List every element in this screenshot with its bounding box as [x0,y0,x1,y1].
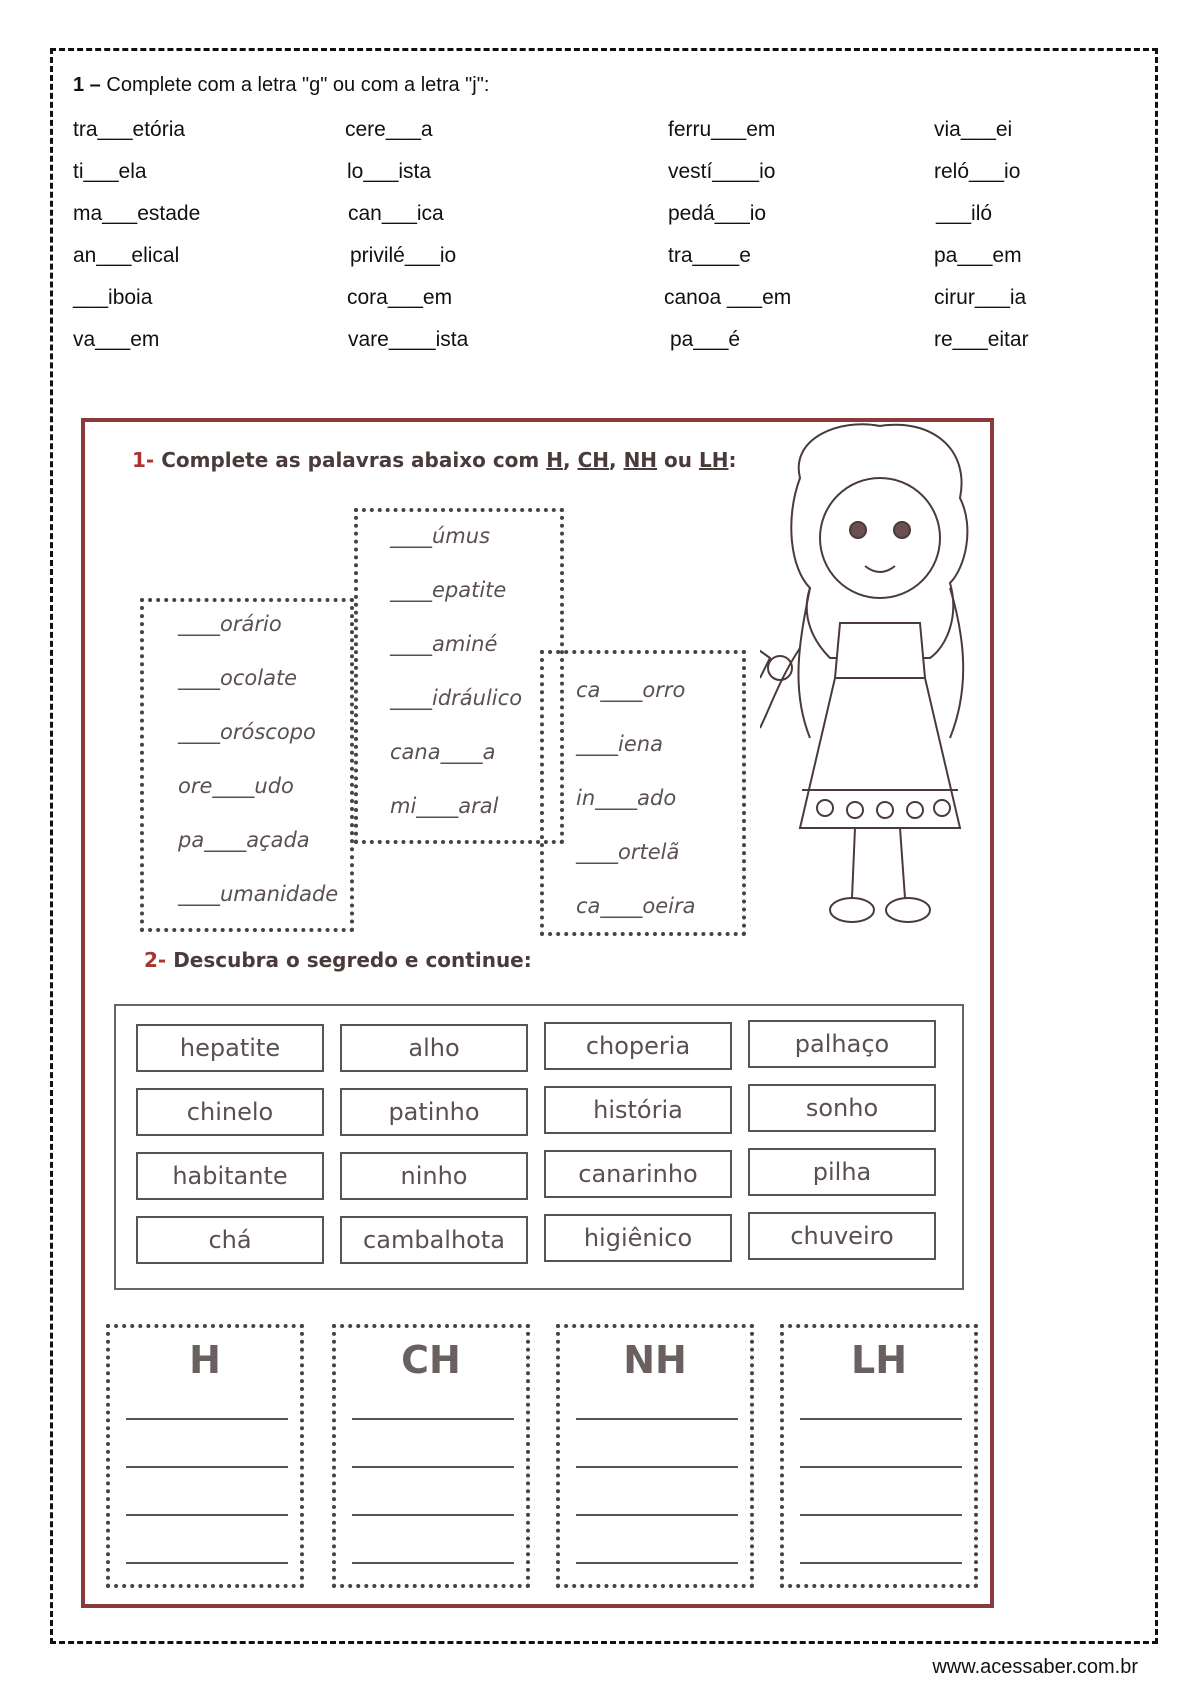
grid-word: patinho [340,1088,528,1136]
grid-word: alho [340,1024,528,1072]
grid-word: ninho [340,1152,528,1200]
gj-word: vestí____io [668,160,776,183]
answer-line[interactable] [576,1418,738,1420]
answer-line[interactable] [800,1418,962,1420]
fill-word: ____orário [178,612,282,636]
answer-line[interactable] [800,1514,962,1516]
answer-line[interactable] [352,1418,514,1420]
gj-word: can___ica [348,202,444,225]
gj-word: via___ei [934,118,1013,141]
question2-title [144,948,532,972]
fill-word: pa____açada [178,828,310,852]
gj-word: lo___ista [347,160,432,183]
option-or: ou [664,448,692,472]
fill-word: ca____oeira [576,894,696,918]
fill-word: ____epatite [390,578,507,602]
gj-word: tra____e [668,244,751,267]
gj-word: ti___ela [73,160,147,183]
answer-line[interactable] [576,1466,738,1468]
fill-word: ____oróscopo [178,720,316,744]
grid-word: cambalhota [340,1216,528,1264]
column-heading: H [189,1338,221,1382]
answer-column-ch [332,1324,530,1588]
answer-line[interactable] [126,1514,288,1516]
gj-word: ma___estade [73,202,201,225]
question1-title [132,448,736,472]
answer-line[interactable] [352,1562,514,1564]
grid-word: sonho [748,1084,936,1132]
option-ch: CH [577,448,609,472]
fill-word: ____úmus [390,524,491,548]
gj-word: privilé___io [350,244,457,267]
gj-word: cora___em [347,286,453,309]
fill-word: ____aminé [390,632,498,656]
answer-line[interactable] [352,1466,514,1468]
answer-column-h [106,1324,304,1588]
column-heading: LH [850,1338,908,1382]
fill-word: ____iena [576,732,663,756]
grid-word: história [544,1086,732,1134]
answer-line[interactable] [352,1514,514,1516]
answer-column-lh [780,1324,978,1588]
gj-word: tra___etória [73,118,186,141]
gj-word: re___eitar [934,328,1029,351]
grid-word: canarinho [544,1150,732,1198]
grid-word: chá [136,1216,324,1264]
fill-word: ca____orro [576,678,686,702]
gj-word: an___elical [73,244,180,267]
footer-url[interactable]: www.acessaber.com.br [932,1656,1138,1678]
gj-word: pa___é [670,328,741,351]
gj-word: va___em [73,328,160,351]
fill-word: ____umanidade [178,882,339,906]
answer-line[interactable] [576,1562,738,1564]
gj-word: canoa ___em [664,286,792,309]
fill-word: ____idráulico [390,686,523,710]
answer-line[interactable] [800,1466,962,1468]
question2-text: Descubra o segredo e continue: [173,948,532,972]
section1-number: 1 – [73,74,101,96]
fill-word: cana____a [390,740,496,764]
gj-word: ___iboia [73,286,153,309]
girl-doll-illustration [760,418,1000,958]
answer-line[interactable] [126,1418,288,1420]
gj-word: ___iló [936,202,993,225]
grid-word: palhaço [748,1020,936,1068]
answer-line[interactable] [576,1514,738,1516]
gj-word: cere___a [345,118,433,141]
gj-word: ferru___em [668,118,776,141]
gj-word: pa___em [934,244,1022,267]
column-heading: NH [623,1338,687,1382]
question1-number: 1- [132,448,155,472]
option-lh: LH [698,448,729,472]
question1-text: Complete as palavras abaixo com [161,448,540,472]
option-h: H [546,448,563,472]
question2-number: 2- [144,948,167,972]
answer-column-nh [556,1324,754,1588]
grid-word: hepatite [136,1024,324,1072]
section1-title [73,74,489,97]
fill-word: mi____aral [390,794,499,818]
fill-word: ore____udo [178,774,294,798]
fill-word: ____ocolate [178,666,298,690]
column-heading: CH [401,1338,461,1382]
gj-word: pedá___io [668,202,767,225]
grid-word: choperia [544,1022,732,1070]
option-nh: NH [623,448,658,472]
gj-word: reló___io [934,160,1021,183]
grid-word: habitante [136,1152,324,1200]
grid-word: pilha [748,1148,936,1196]
answer-line[interactable] [126,1562,288,1564]
option-separator: , [608,448,617,472]
grid-word: chuveiro [748,1212,936,1260]
fill-word: in____ado [576,786,677,810]
option-separator: , [562,448,571,472]
grid-word: chinelo [136,1088,324,1136]
fill-word: ____ortelã [576,840,680,864]
answer-line[interactable] [800,1562,962,1564]
gj-word: cirur___ia [934,286,1027,309]
gj-word: vare____ista [348,328,469,351]
section1-instruction: Complete com a letra "g" ou com a letra "j": [106,74,490,96]
title-colon: : [728,448,737,472]
answer-line[interactable] [126,1466,288,1468]
grid-word: higiênico [544,1214,732,1262]
